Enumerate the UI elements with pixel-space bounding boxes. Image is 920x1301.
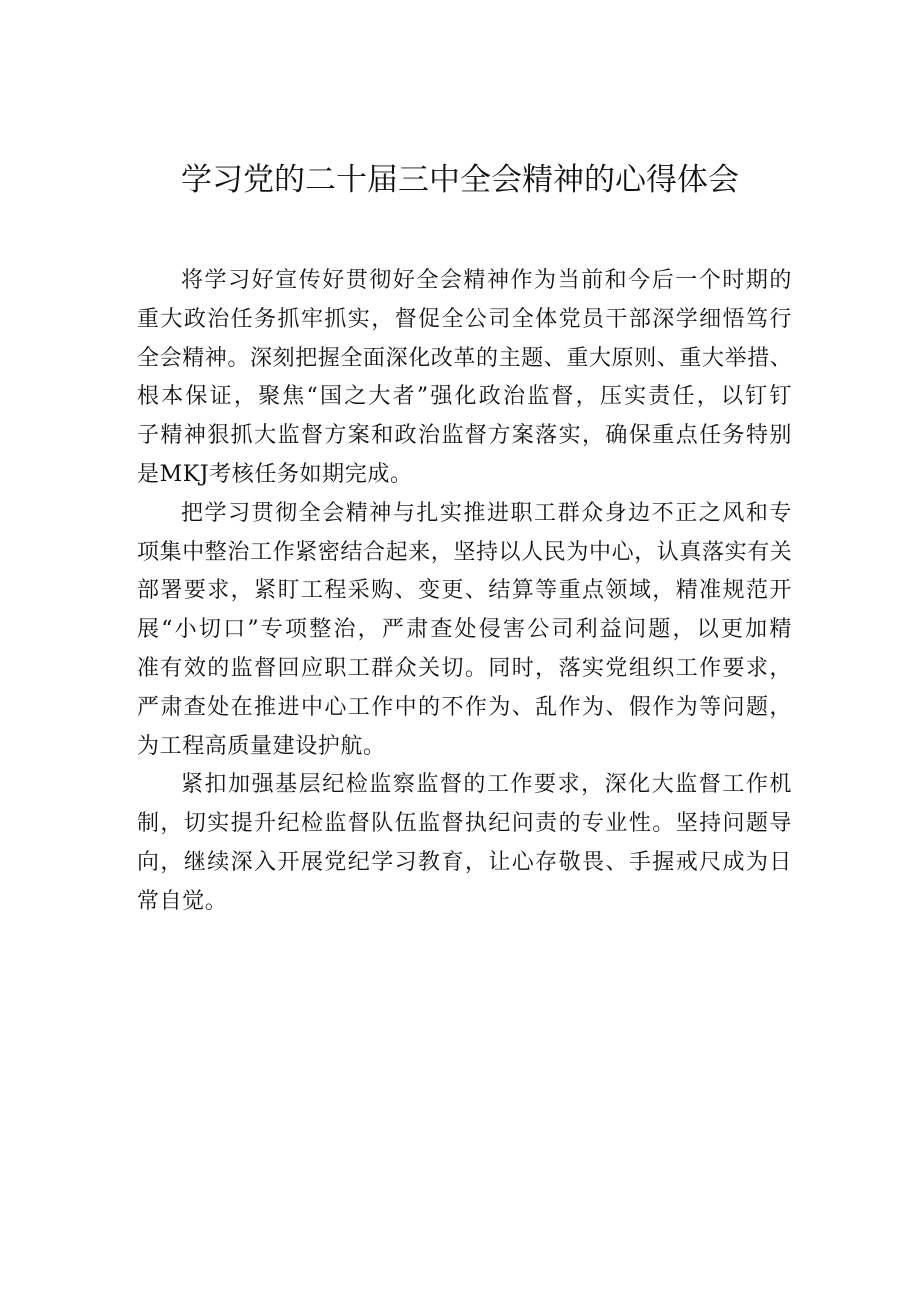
- paragraph-line: 重大政治任务抓牢抓实，督促全公司全体党员干部深学细悟笃行: [137, 306, 792, 332]
- paragraph-1: [137, 262, 792, 495]
- paragraph-line: 紧扣加强基层纪检监察监督的工作要求，深化大监督工作机: [181, 772, 792, 798]
- paragraph-line: 根本保证，聚焦“国之大者”强化政治监督，压实责任，以钉钉: [137, 384, 792, 410]
- paragraph-line: 全会精神。深刻把握全面深化改革的主题、重大原则、重大举措、: [137, 345, 793, 371]
- paragraph-line: 为工程高质量建设护航。: [137, 733, 386, 759]
- paragraph-3: [137, 766, 792, 921]
- paragraph-2: [137, 495, 792, 767]
- paragraph-line: 项集中整治工作紧密结合起来，坚持以人民为中心，认真落实有关: [137, 539, 793, 565]
- document-body: [137, 262, 792, 922]
- paragraph-line: 严肃查处在推进中心工作中的不作为、乱作为、假作为等问题，: [137, 694, 792, 720]
- paragraph-line: 展“小切口”专项整治，严肃查处侵害公司利益问题，以更加精: [137, 617, 792, 643]
- paragraph-line: 是MKJ考核任务如期完成。: [137, 461, 413, 487]
- paragraph-line: 将学习好宣传好贯彻好全会精神作为当前和今后一个时期的: [181, 268, 792, 293]
- paragraph-line: 制，切实提升纪检监督队伍监督执纪问责的专业性。坚持问题导: [137, 811, 792, 837]
- paragraph-line: 把学习贯彻全会精神与扎实推进职工群众身边不正之风和专: [181, 500, 792, 526]
- paragraph-line: 准有效的监督回应职工群众关切。同时，落实党组织工作要求，: [137, 655, 792, 681]
- paragraph-line: 向，继续深入开展党纪学习教育，让心存敬畏、手握戒尺成为日: [137, 849, 792, 875]
- paragraph-line: 常自觉。: [137, 888, 228, 914]
- paragraph-line: 子精神狠抓大监督方案和政治监督方案落实，确保重点任务特别: [137, 423, 792, 449]
- paragraph-line: 部署要求，紧盯工程采购、变更、结算等重点领域，精准规范开: [137, 578, 792, 604]
- document-title: 学习党的二十届三中全会精神的心得体会: [181, 162, 739, 198]
